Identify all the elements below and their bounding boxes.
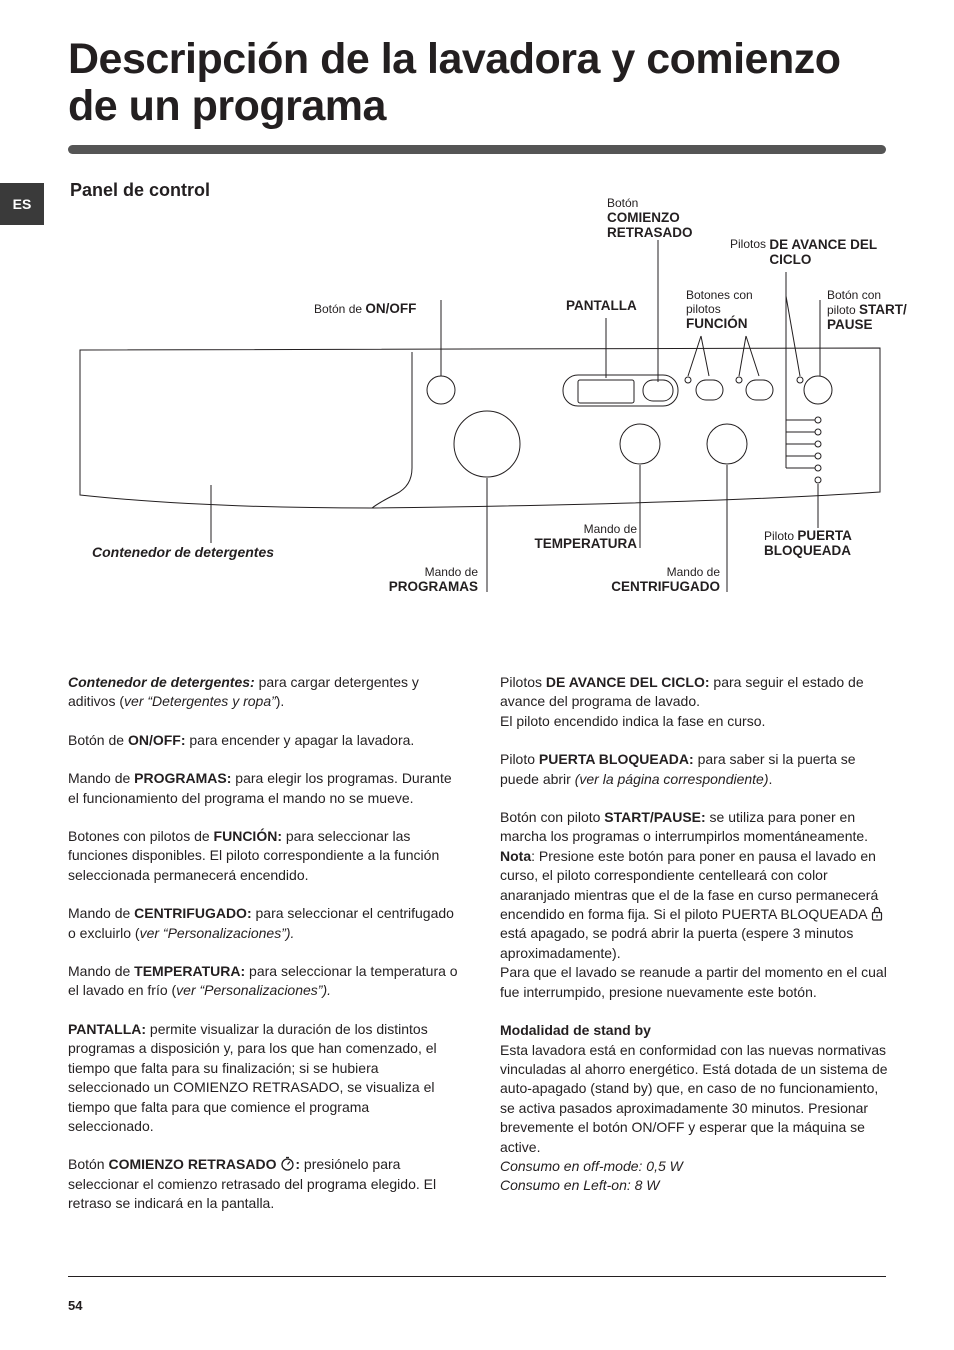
para-standby: Modalidad de stand by Esta lavadora está en conformidad con las nuevas normativas vinculadas al ahorro energético. Está dotada de un sistema de auto-apagado (stand by) que, en caso de no funcionamiento, se activa pasados aproximadamente 30 minutos. Presionar brevemente el botón ON/OFF y esperar que la máquina se active. Consumo en off-mode: 0,5 W Consumo en Left-on: 8 W — [500, 1022, 888, 1194]
label-temperature-knob: Mando de TEMPERATURA — [534, 522, 637, 551]
display-screen — [578, 380, 634, 403]
label-function-buttons: Botones con pilotos FUNCIÓN — [686, 288, 753, 331]
para-spin: Mando de CENTRIFUGADO: para seleccionar el centrifugado o excluirlo (ver “Personalizaciones”). — [68, 905, 454, 941]
para-function: Botones con pilotos de FUNCIÓN: para seleccionar las funciones disponibles. El piloto correspondiente a la función seleccionada permanecerá encendido. — [68, 828, 440, 883]
para-delay-start: Botón COMIENZO RETRASADO : presiónelo para seleccionar el comienzo retrasado del programa elegido. El retraso se indicará en la pantalla. — [68, 1156, 437, 1212]
para-detergent: Contenedor de detergentes: para cargar detergentes y aditivos (ver “Detergentes y ropa”). — [68, 674, 419, 710]
label-door-lock: Piloto PUERTA BLOQUEADA — [764, 528, 852, 558]
right-column — [500, 673, 890, 1215]
spin-knob-shape — [707, 424, 747, 464]
function-button-1 — [696, 380, 723, 400]
para-door-lock: Piloto PUERTA BLOQUEADA: para saber si la puerta se puede abrir (ver la página correspondiente). — [500, 751, 856, 787]
leader-function-1 — [688, 336, 709, 376]
programs-knob-shape — [454, 411, 520, 477]
label-start-pause: Botón con piloto START/ PAUSE — [827, 288, 907, 332]
footer-rule — [68, 1276, 886, 1277]
label-display: PANTALLA — [566, 298, 637, 313]
function-led-1 — [685, 377, 691, 383]
para-start-pause: Botón con piloto START/PAUSE: se utiliza para poner en marcha los programas o interrumpirlos momentáneamente. Nota: Presione este botón para poner en pausa el lavado en curso, el piloto correspondiente centelleará con color anaranjado mientras que el de la fase en curso permanecerá encendido en forma fija. Si el piloto PUERTA BLOQUEADA está apagado, se podrá abrir la puerta (espere 3 minutos aproximadamente). Para que el lavado se reanude a partir del momento en el cual fue interrumpido, presione nuevamente este botón. — [500, 809, 887, 1000]
section-heading: Panel de control — [70, 180, 211, 200]
function-led-2 — [736, 377, 742, 383]
delay-button-shape — [643, 380, 673, 401]
label-programs-knob: Mando de PROGRAMAS — [388, 565, 478, 594]
start-led — [797, 377, 803, 383]
page-title: Descripción de la lavadora y comienzo de un programa — [68, 35, 841, 130]
leader-function-2 — [739, 336, 759, 376]
para-temperature: Mando de TEMPERATURA: para seleccionar la temperatura o el lavado en frío (ver “Personalizaciones”). — [68, 963, 458, 999]
temperature-knob-shape — [620, 424, 660, 464]
function-button-2 — [746, 380, 773, 400]
label-delay-start: Botón COMIENZO RETRASADO — [607, 196, 693, 240]
para-on-off: Botón de ON/OFF: para encender y apagar la lavadora. — [68, 731, 415, 748]
para-display: PANTALLA: permite visualizar la duración de los distintos programas a disposición y, para los que han comenzado, el tiempo que falta para su finalización; si se hubiera seleccionado un COMIENZO RETRASADO, se visualiza el tiempo que falta para que comience el programa seleccionado. — [68, 1020, 437, 1134]
language-tab: ES — [0, 183, 44, 225]
label-cycle-progress: Pilotos DE AVANCE DEL CICLO — [730, 237, 877, 267]
timer-icon — [280, 1156, 295, 1171]
label-on-off: Botón de ON/OFF — [314, 301, 417, 316]
start-button-shape — [804, 376, 832, 404]
page-number: 54 — [68, 1298, 83, 1313]
lock-icon — [871, 906, 883, 921]
para-programs: Mando de PROGRAMAS: para elegir los programas. Durante el funcionamiento del programa el mando no se mueve. — [68, 770, 452, 806]
para-cycle-progress: Pilotos DE AVANCE DEL CICLO: para seguir el estado de avance del programa de lavado. El piloto encendido indica la fase en curso. — [500, 674, 864, 729]
on-off-button-shape — [427, 376, 455, 404]
label-detergent-drawer: Contenedor de detergentes — [92, 544, 275, 560]
drawer-edge — [372, 352, 412, 508]
left-column — [68, 673, 458, 1233]
panel-outline — [80, 348, 880, 508]
control-panel-diagram — [0, 0, 954, 620]
label-spin-knob: Mando de CENTRIFUGADO — [611, 565, 720, 594]
